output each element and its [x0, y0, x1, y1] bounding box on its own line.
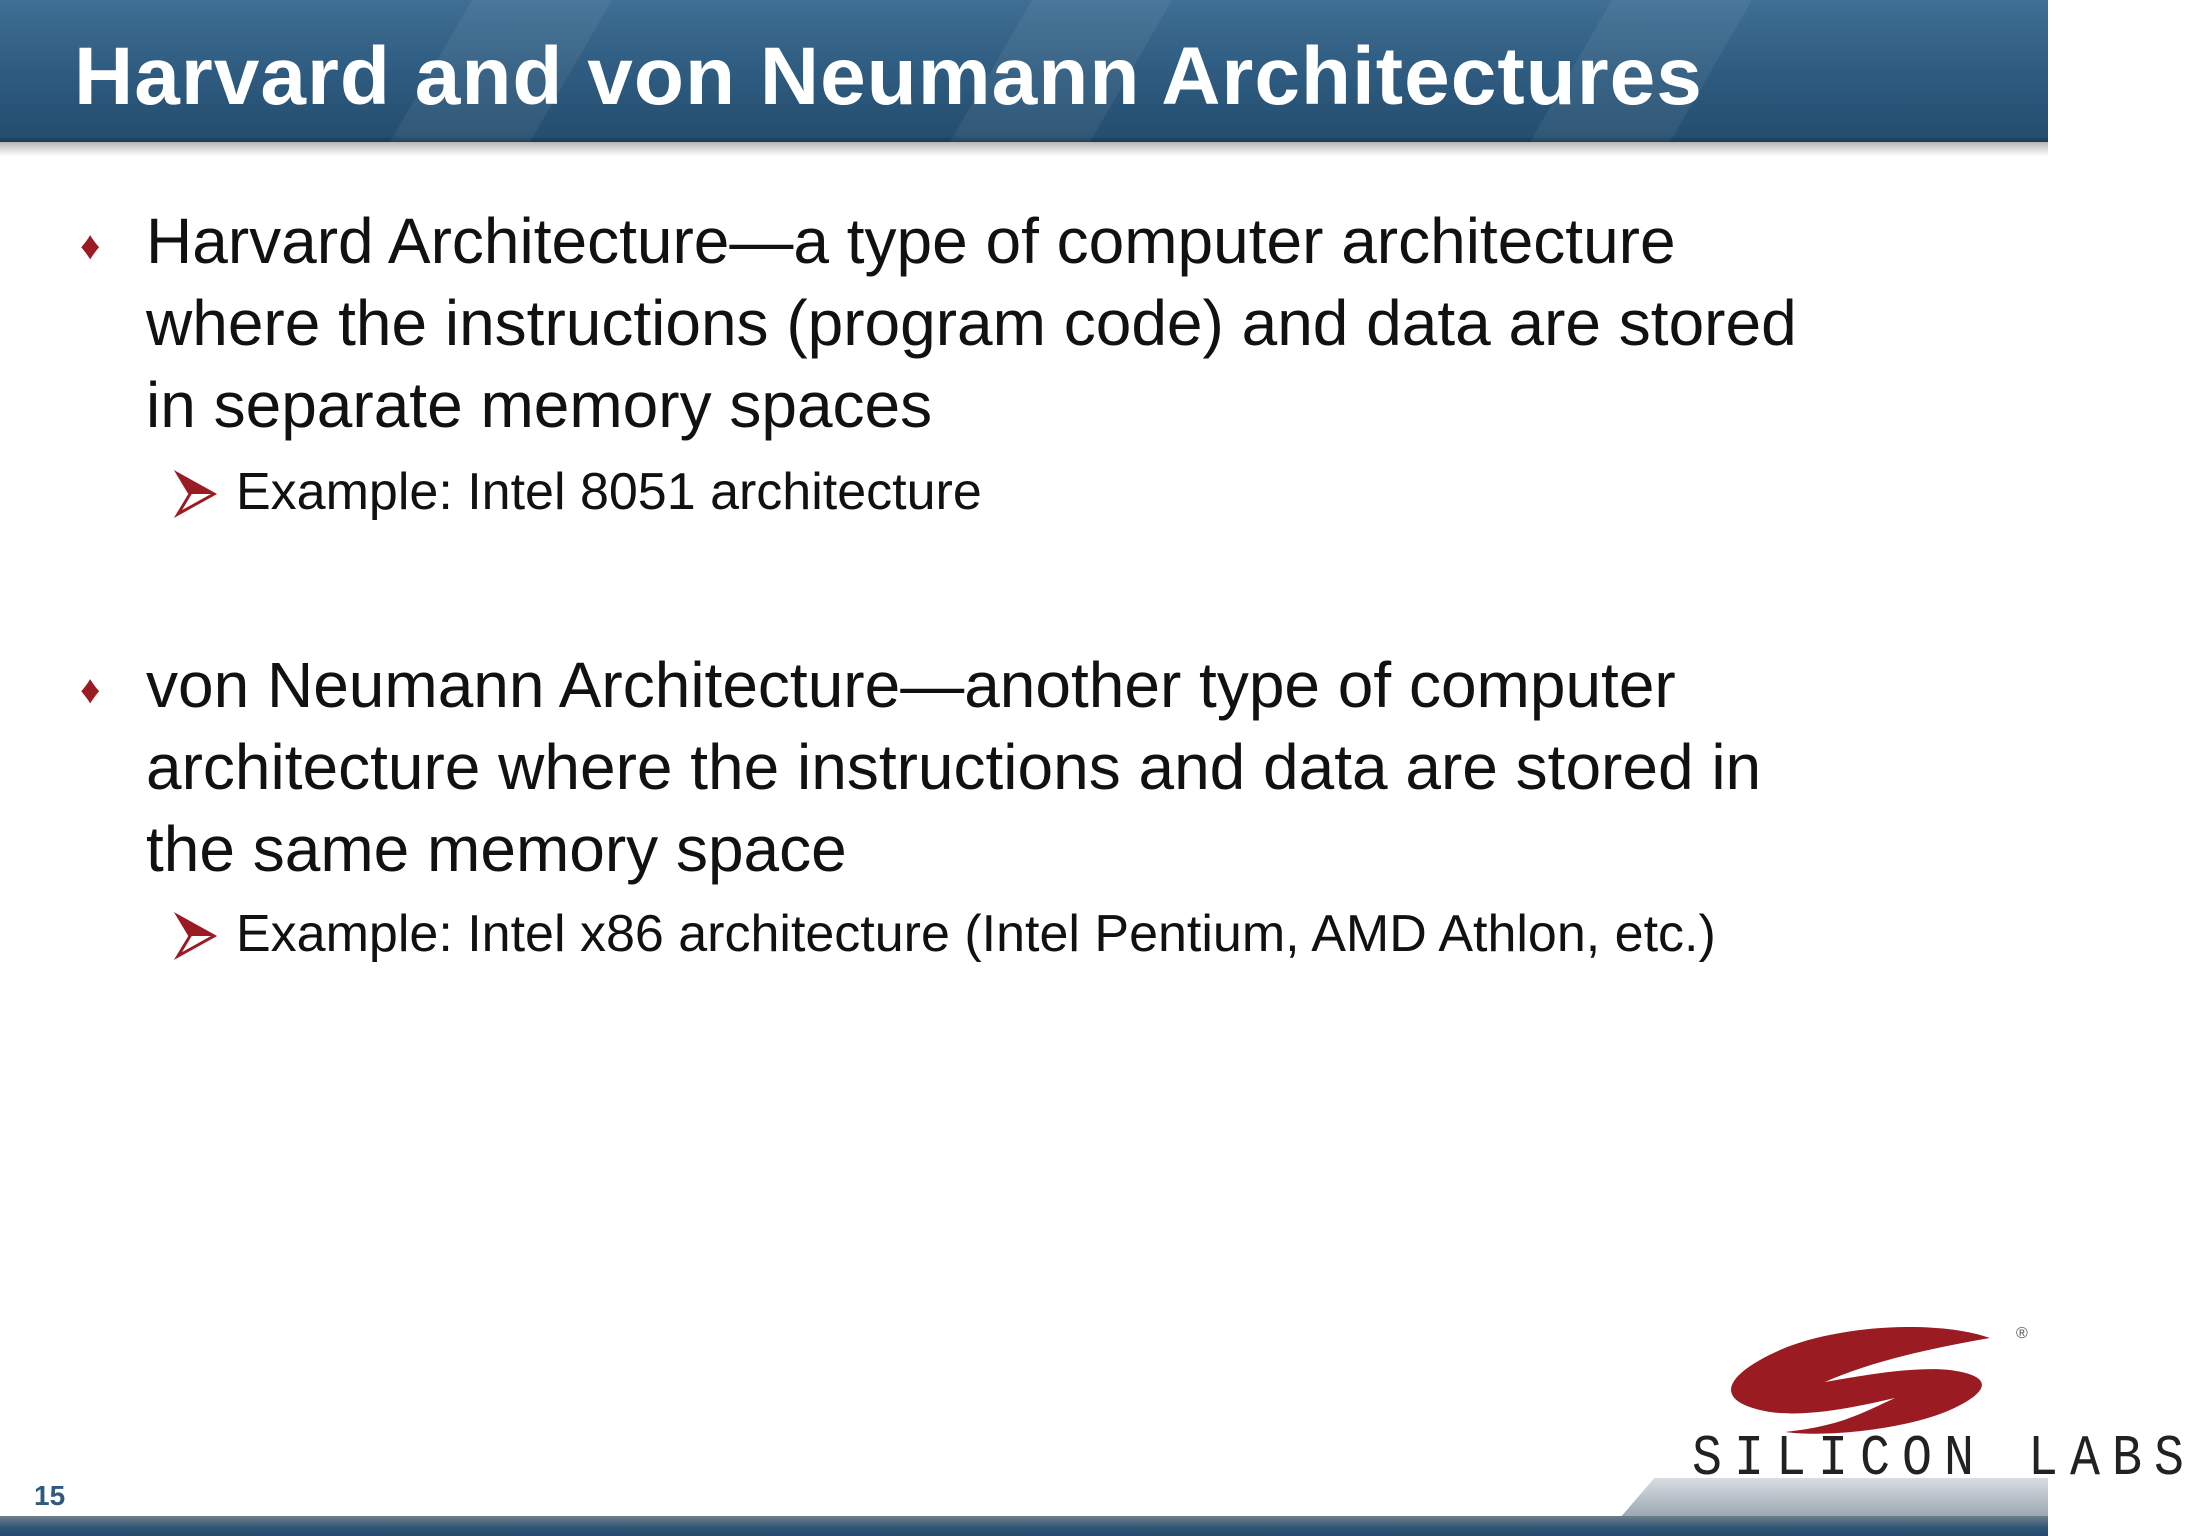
bullet-line: the same memory space	[146, 813, 847, 885]
page-number: 15	[34, 1480, 66, 1511]
bullet-line: Harvard Architecture—a type of computer architecture	[146, 205, 1676, 277]
footer-band	[0, 1516, 2048, 1536]
arrow-bullet-icon	[176, 914, 216, 958]
bullet-von-neumann	[146, 644, 1976, 890]
bullet-line: architecture where the instructions and data are stored in	[146, 731, 1762, 803]
slide-title: Harvard and von Neumann Architectures	[74, 31, 1703, 122]
diamond-bullet-icon: ♦	[80, 668, 101, 712]
diamond-bullet-icon: ♦	[80, 224, 101, 268]
title-shadow	[0, 142, 2048, 156]
title-bar	[0, 0, 2048, 142]
bullet-line: where the instructions (program code) and data are stored	[146, 287, 1797, 359]
bullet-harvard	[146, 200, 1976, 446]
arrow-bullet-icon	[176, 472, 216, 516]
bullet-line: von Neumann Architecture—another type of computer	[146, 649, 1676, 721]
sub-bullet-von-neumann-example: Example: Intel x86 architecture (Intel Pentium, AMD Athlon, etc.)	[236, 905, 1716, 963]
bullet-line: in separate memory spaces	[146, 369, 933, 441]
logo-text: SILICON LABS	[1692, 1426, 2196, 1493]
sub-bullet-harvard-example: Example: Intel 8051 architecture	[236, 463, 982, 521]
registered-mark: ®	[2016, 1325, 2028, 1342]
